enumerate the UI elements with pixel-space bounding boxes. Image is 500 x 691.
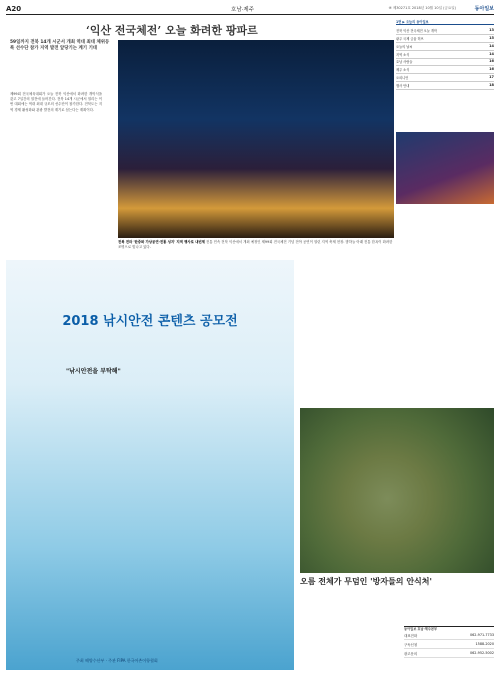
toc-page: 13 [489, 28, 494, 33]
caption-title: 전북 전라 '한중화 가상공연·전통 성지' 지역 행사로 내빈제 [118, 240, 205, 244]
section-title: 호남·제주 [231, 6, 255, 13]
contact-row [404, 631, 494, 640]
poster-subtitle: "낚시안전을 부탁해" [66, 368, 121, 375]
toc-row [396, 35, 494, 43]
toc-label: 제주 소식 [396, 68, 410, 73]
toc-label: 행사 안내 [396, 83, 410, 88]
toc-page: 15 [489, 36, 494, 41]
poster-footer: 주최 해양수산부 · 주관 FIPA 한국어촌어항협회 [76, 658, 158, 663]
poster-title: 2018 낚시안전 콘텐츠 공모전 [62, 314, 238, 329]
page-header [6, 3, 494, 15]
contact-label: 광고문의 [404, 651, 418, 656]
publication-logo: 동아일보 [474, 6, 494, 12]
lead-summary: 59일까지 전북 14개 시군서 개최 역대 최대 체위등록 선수단 참가 지역 발전 앞당기는 계기 기대 [10, 40, 110, 52]
page-number: A20 [6, 4, 22, 13]
aerial-tomb-photo [300, 408, 494, 573]
toc-label: 오늘의 날씨 [396, 44, 413, 49]
toc-label: 호남 사람들 [396, 60, 413, 65]
toc-label: 전북 익산 전국체전 오늘 개막 [396, 29, 438, 34]
toc-row [396, 51, 494, 59]
contact-title: 동아일보 호남·제주본부 [404, 627, 438, 631]
toc-row [396, 74, 494, 82]
contact-row [404, 649, 494, 658]
toc-page: 18 [489, 82, 494, 87]
contact-value: 1588-2020 [475, 641, 494, 646]
festival-night-photo [118, 40, 394, 238]
toc-row [396, 59, 494, 67]
event-photo [396, 132, 494, 204]
toc-label: 지역 소식 [396, 52, 410, 57]
table-of-contents [396, 20, 494, 130]
toc-page: 17 [489, 74, 494, 79]
contact-row [404, 640, 494, 649]
toc-page: 16 [489, 67, 494, 72]
contest-poster [6, 260, 294, 670]
contact-value: 062-971-7733 [469, 632, 494, 637]
contact-box [404, 626, 494, 686]
top-headline: ‘익산 전국체전’ 오늘 화려한 팡파르 [86, 24, 258, 37]
toc-page: 14 [489, 51, 494, 56]
photo-caption [118, 240, 394, 249]
toc-row [396, 66, 494, 74]
toc-page: 14 [489, 43, 494, 48]
toc-page: 16 [489, 59, 494, 64]
toc-label: 오피니언 [396, 75, 409, 80]
toc-row [396, 43, 494, 51]
contact-value: 062-952-5002 [469, 650, 494, 655]
contact-label: 구독신청 [404, 642, 418, 647]
article-columns [10, 92, 102, 113]
caption-text: 전통 민속 전북 익산에서 개최 예정인 제99회 전국체전 기념 전야 공연이 열린 지역 축제 현장. 밤하늘 아래 전통 한옥이 화려한 조명으로 빛나고 있다. [118, 240, 393, 249]
issue-info: ⑧ 제30271호 2018년 10월 10일 (금요일) [388, 6, 456, 10]
contact-label: 대표전화 [404, 633, 418, 638]
toc-label: 광주 국제 금융 허브 [396, 37, 424, 42]
body-column: 제99회 전국체육대회가 오늘 전북 익산에서 화려한 개막식을 갖고 7일간의 열전에 들어간다. 전북 14개 시군에서 열리는 이번 대회에는 역대 최대 규모의 선수단이 참가한다. 전북도는 지역 경제 활성화와 관광 발전의 계기로 삼는다는 계획이다. [10, 92, 102, 112]
toc-title: 1면 ▶ 오늘의 동아일보 [396, 20, 494, 25]
toc-row [396, 82, 494, 90]
second-headline: 오름 전체가 무덤인 '방자들의 안식처' [300, 576, 432, 586]
toc-row [396, 27, 494, 35]
